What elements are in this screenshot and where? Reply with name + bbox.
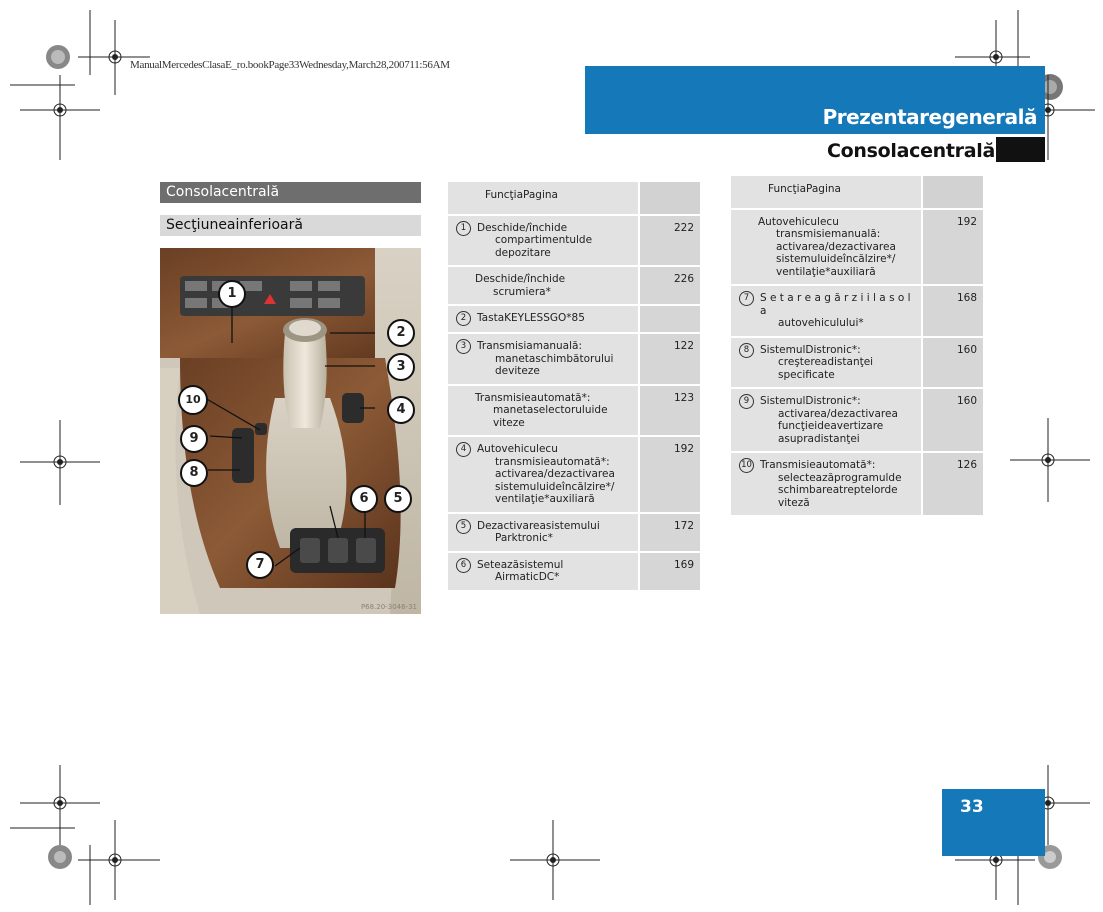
item-description (758, 216, 915, 279)
description-line: Deschide/închide (477, 221, 568, 234)
page-number-box (942, 789, 1045, 856)
page-ref: 192 (638, 437, 700, 512)
description-line: Transmisiamanuală: (477, 340, 583, 352)
page-ref: 123 (638, 386, 700, 436)
item-number: 9 (739, 394, 754, 409)
item-number: 10 (739, 458, 754, 473)
description-line: Transmisieautomată*: (760, 459, 876, 471)
item-number: 7 (739, 291, 754, 306)
page-ref: 122 (638, 334, 700, 384)
page-ref: 126 (921, 453, 983, 515)
description-line: scrumiera* (493, 285, 551, 298)
description-line: sistemuluideîncălzire*/ (495, 480, 615, 493)
item-number: 4 (456, 442, 471, 457)
description-line: Seteazăsistemul (477, 558, 564, 571)
table-header (448, 182, 700, 216)
table-row (448, 553, 700, 592)
callout-1: 1 (218, 280, 246, 308)
item-number (456, 391, 469, 404)
item-description (477, 222, 632, 260)
callout-3: 3 (387, 353, 415, 381)
item-description (477, 559, 632, 584)
page-ref: 160 (921, 338, 983, 388)
description-line: activarea/dezactivarea (495, 468, 615, 480)
description-line: viteză (778, 496, 810, 509)
description-line: manetaschimbătorului (495, 352, 614, 365)
page-ref (638, 306, 700, 332)
item-description (760, 344, 915, 382)
function-table-1 (448, 182, 700, 592)
description-line: ventilaţie*auxiliară (776, 265, 876, 278)
header-label: FuncţiaPagina (768, 183, 841, 195)
page-ref: 222 (638, 216, 700, 266)
item-number: 5 (456, 519, 471, 534)
subsection-title: Secţiuneainferioară (160, 215, 421, 236)
item-description (477, 340, 632, 378)
header-black-tab (996, 137, 1045, 162)
item-description (760, 459, 915, 509)
description-line: transmisieautomată*: (495, 455, 610, 468)
description-line: Parktronic* (495, 532, 553, 544)
description-line: depozitare (495, 246, 551, 259)
item-number: 1 (456, 221, 471, 236)
description-line: sistemuluideîncălzire*/ (776, 253, 896, 265)
callout-5: 5 (384, 485, 412, 513)
item-description (475, 392, 632, 430)
description-line: S e t a r e a g ă r z i i l a s o l a (760, 292, 911, 317)
description-line: schimbareatreptelorde (778, 484, 898, 496)
description-line: SistemulDistronic*: (760, 343, 861, 356)
item-number (456, 272, 469, 285)
item-number: 8 (739, 343, 754, 358)
item-description (477, 312, 632, 326)
table-row (731, 210, 983, 287)
header-title: Prezentaregenerală (822, 105, 1037, 129)
table-row (731, 286, 983, 338)
table-row (731, 338, 983, 390)
description-line: Deschide/închide (475, 273, 566, 285)
description-line: Autovehiculecu (477, 443, 558, 455)
description-line: activarea/dezactivarea (778, 407, 898, 420)
table-row (448, 514, 700, 553)
header-label: FuncţiaPagina (485, 189, 558, 201)
item-description (477, 520, 632, 545)
description-line: manetaselectoruluide (493, 404, 608, 416)
description-line: specificate (778, 368, 835, 381)
page-ref: 226 (638, 267, 700, 304)
description-line: ventilaţie*auxiliară (495, 493, 595, 505)
callout-7: 7 (246, 551, 274, 579)
item-number: 3 (456, 339, 471, 354)
table-row (731, 453, 983, 517)
center-console-photo (160, 248, 421, 614)
item-number: 6 (456, 558, 471, 573)
item-description (475, 273, 632, 298)
description-line: creştereadistanţei (778, 356, 874, 368)
header-subtitle: Consolacentrală (826, 140, 995, 162)
header-band (585, 66, 1045, 134)
description-line: Autovehiculecu (758, 215, 839, 228)
description-line: AirmaticDC* (495, 571, 560, 583)
table-row (448, 306, 700, 334)
page-ref: 172 (638, 514, 700, 551)
page-ref: 168 (921, 286, 983, 336)
description-line: deviteze (495, 365, 540, 377)
table-row (448, 334, 700, 386)
book-filename: ManualMercedesClasaE_ro.bookPage33Wednesday,March28,200711:56AM (130, 59, 450, 71)
description-line: TastaKEYLESSGO*85 (477, 312, 585, 324)
description-line: Transmisieautomată*: (475, 391, 591, 404)
description-line: autovehiculului* (778, 317, 864, 329)
table-row (448, 216, 700, 268)
callout-4: 4 (387, 396, 415, 424)
photo-code: P68.20-3046-31 (360, 603, 417, 611)
item-number: 2 (456, 311, 471, 326)
description-line: funcţieideavertizare (778, 420, 884, 432)
callout-2: 2 (387, 319, 415, 347)
description-line: compartimentulde (495, 234, 593, 246)
item-description (477, 443, 632, 506)
table-row (448, 437, 700, 514)
page-ref: 160 (921, 389, 983, 451)
table-row (731, 389, 983, 453)
description-line: SistemulDistronic*: (760, 395, 861, 407)
description-line: Dezactivareasistemului (477, 519, 600, 532)
section-title: Consolacentrală (160, 182, 421, 203)
callout-8: 8 (180, 459, 208, 487)
page-ref: 169 (638, 553, 700, 590)
callout-10: 10 (178, 385, 208, 415)
item-description (760, 292, 915, 330)
description-line: selecteazăprogramulde (778, 471, 902, 484)
callout-9: 9 (180, 425, 208, 453)
item-description (760, 395, 915, 445)
description-line: viteze (493, 416, 525, 429)
page-number: 33 (960, 797, 984, 817)
description-line: asupradistanţei (778, 432, 860, 445)
function-table-2 (731, 176, 983, 517)
page-ref: 192 (921, 210, 983, 285)
table-row (448, 267, 700, 306)
callout-6: 6 (350, 485, 378, 513)
table-header (731, 176, 983, 210)
description-line: transmisiemanuală: (776, 228, 881, 240)
item-number (739, 215, 752, 228)
description-line: activarea/dezactivarea (776, 240, 896, 253)
table-row (448, 386, 700, 438)
